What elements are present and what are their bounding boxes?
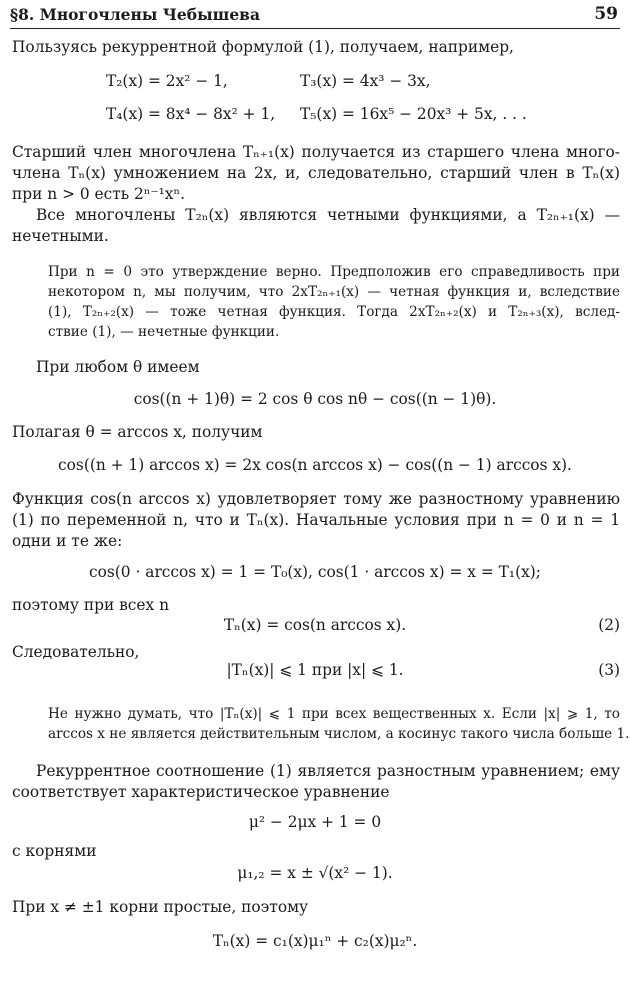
text-line: нечетными. [12, 227, 109, 245]
running-header [10, 4, 620, 29]
page-number: 59 [594, 4, 618, 24]
equation-bound: |Tₙ(x)| ⩽ 1 при |x| ⩽ 1. [226, 661, 404, 679]
equation-number-3: (3) [598, 661, 620, 679]
text-line: поэтому при всех n [12, 596, 169, 614]
text-line: Полагая θ = arccos x, получим [12, 423, 263, 441]
equation-t3: T₃(x) = 4x³ − 3x, [300, 72, 431, 90]
equation-general-solution: Tₙ(x) = c₁(x)μ₁ⁿ + c₂(x)μ₂ⁿ. [212, 932, 418, 950]
proof-line: При n = 0 это утверждение верно. Предположив его справедливость при [48, 264, 620, 280]
equation-characteristic: μ² − 2μx + 1 = 0 [248, 813, 382, 831]
text-line: Все многочлены T₂ₙ(x) являются четными функциями, а T₂ₙ₊₁(x) — [36, 206, 620, 224]
equation-t4: T₄(x) = 8x⁴ − 8x² + 1, [106, 105, 276, 123]
text-line: члена Tₙ(x) умножением на 2x, и, следовательно, старший член в Tₙ(x) [12, 164, 620, 182]
equation-cos-recurrence: cos((n + 1)θ) = 2 cos θ cos nθ − cos((n − 1)θ). [133, 390, 497, 408]
text-line: Функция cos(n arccos x) удовлетворяет тому же разностному уравнению [12, 490, 620, 508]
text-line: при n > 0 есть 2ⁿ⁻¹xⁿ. [12, 185, 186, 203]
section-title: §8. Многочлены Чебышева [10, 5, 260, 24]
equation-cos-arccos: cos((n + 1) arccos x) = 2x cos(n arccos x) − cos((n − 1) arccos x). [58, 456, 572, 474]
proof-line: некотором n, мы получим, что 2xT₂ₙ₊₁(x) — четная функция и, вследствие [48, 284, 620, 300]
equation-t2: T₂(x) = 2x² − 1, [106, 72, 228, 90]
text-line: При любом θ имеем [36, 358, 200, 376]
note-line: Не нужно думать, что |Tₙ(x)| ⩽ 1 при всех вещественных x. Если |x| ⩾ 1, то [48, 706, 620, 722]
equation-initial-conditions: cos(0 · arccos x) = 1 = T₀(x), cos(1 · arccos x) = x = T₁(x); [89, 563, 541, 581]
text-line: При x ≠ ±1 корни простые, поэтому [12, 898, 309, 916]
proof-line: (1), T₂ₙ₊₂(x) — тоже четная функция. Тогда 2xT₂ₙ₊₂(x) и T₂ₙ₊₃(x), вслед- [48, 304, 620, 320]
text-line: Пользуясь рекуррентной формулой (1), получаем, например, [12, 38, 514, 56]
text-line: с корнями [12, 842, 97, 860]
note-line: arccos x не является действительным числом, а косинус такого числа больше 1. [48, 726, 630, 742]
text-line: Следовательно, [12, 643, 140, 661]
text-line: одни и те же: [12, 532, 123, 550]
equation-t5: T₅(x) = 16x⁵ − 20x³ + 5x, . . . [300, 105, 527, 123]
text-line: Рекуррентное соотношение (1) является разностным уравнением; ему [36, 762, 620, 780]
text-line: Старший член многочлена Tₙ₊₁(x) получается из старшего члена много- [12, 143, 620, 161]
equation-number-2: (2) [598, 616, 620, 634]
text-line: (1) по переменной n, что и Tₙ(x). Начальные условия при n = 0 и n = 1 [12, 511, 620, 529]
proof-line: ствие (1), — нечетные функции. [48, 324, 280, 340]
equation-roots: μ₁,₂ = x ± √(x² − 1). [237, 864, 393, 882]
equation-chebyshev-cos: Tₙ(x) = cos(n arccos x). [223, 616, 407, 634]
text-line: соответствует характеристическое уравнение [12, 783, 390, 801]
